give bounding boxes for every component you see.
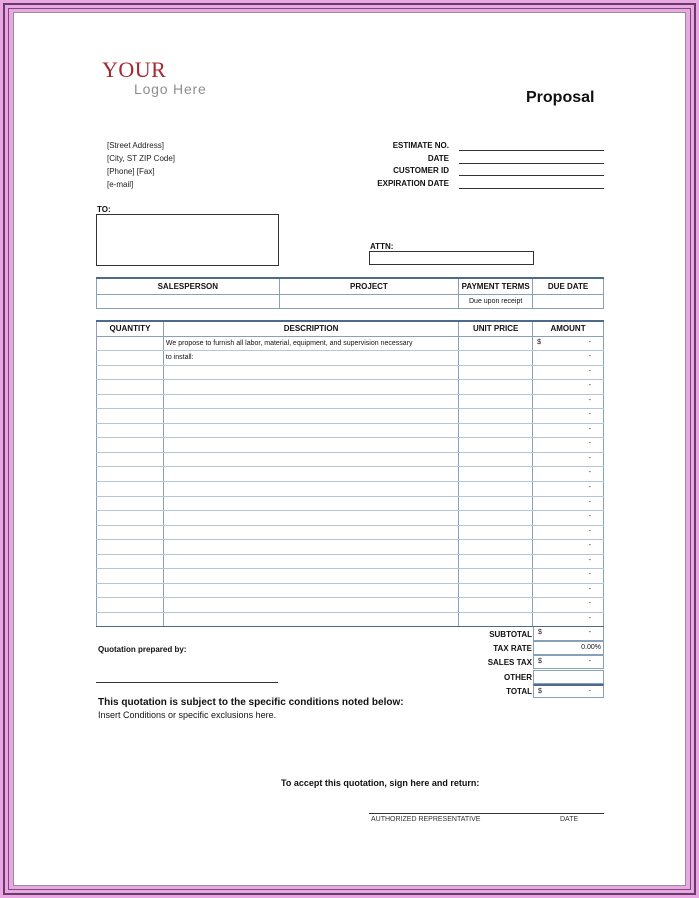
total-currency: $ [538, 688, 542, 695]
unit-price-cell[interactable] [459, 481, 533, 496]
date-label: DATE [427, 154, 449, 163]
tax-rate-value: 0.00% [581, 644, 601, 651]
subtotal-currency: $ [538, 629, 542, 636]
description-cell[interactable] [163, 452, 458, 467]
quantity-cell[interactable] [97, 525, 164, 540]
expiration-date-field[interactable] [459, 188, 604, 189]
amount-value: - [588, 571, 591, 579]
unit-price-cell[interactable] [459, 409, 533, 424]
table-row [97, 467, 604, 482]
amount-cell [533, 365, 604, 380]
quantity-cell[interactable] [97, 583, 164, 598]
salesperson-cell[interactable] [97, 294, 280, 308]
page-title: Proposal [526, 89, 595, 106]
quantity-cell[interactable] [97, 467, 164, 482]
amount-value: - [588, 382, 591, 390]
amount-cell [533, 394, 604, 409]
signature-line[interactable] [369, 813, 604, 814]
table-row [97, 409, 604, 424]
subtotal-box [533, 627, 604, 641]
table-row [97, 496, 604, 511]
project-header: PROJECT [279, 278, 459, 294]
amount-value: - [588, 440, 591, 448]
amount-value: - [588, 425, 591, 433]
amount-cell [533, 467, 604, 482]
description-cell[interactable] [163, 511, 458, 526]
description-cell[interactable] [163, 394, 458, 409]
address-email: [e-mail] [107, 180, 134, 189]
description-cell[interactable]: to install: [163, 351, 458, 366]
customer-id-label: CUSTOMER ID [393, 166, 449, 175]
sales-tax-value: - [588, 658, 591, 665]
table-row [97, 365, 604, 380]
unit-price-cell[interactable] [459, 612, 533, 627]
total-value: - [588, 688, 591, 695]
quantity-cell[interactable] [97, 569, 164, 584]
table-row [97, 351, 604, 366]
prepared-by-label: Quotation prepared by: [98, 645, 187, 654]
table-row [97, 452, 604, 467]
description-cell[interactable] [163, 380, 458, 395]
description-cell[interactable] [163, 496, 458, 511]
attn-label: ATTN: [370, 242, 394, 251]
amount-cell [533, 525, 604, 540]
unit-price-cell[interactable] [459, 569, 533, 584]
address-city: [City, ST ZIP Code] [107, 154, 176, 163]
quantity-cell[interactable] [97, 380, 164, 395]
description-cell[interactable] [163, 583, 458, 598]
amount-value: - [588, 396, 591, 404]
quantity-cell[interactable] [97, 496, 164, 511]
quantity-cell[interactable] [97, 598, 164, 613]
description-header: DESCRIPTION [163, 321, 458, 336]
amount-value: - [588, 614, 591, 622]
description-cell[interactable] [163, 598, 458, 613]
table-row [97, 336, 604, 351]
description-cell[interactable] [163, 540, 458, 555]
description-cell[interactable] [163, 569, 458, 584]
amount-cell [533, 336, 604, 351]
sales-tax-box [533, 655, 604, 669]
amount-cell [533, 511, 604, 526]
amount-cell [533, 481, 604, 496]
amount-cell [533, 612, 604, 627]
due-date-cell[interactable] [533, 294, 604, 308]
unit-price-cell[interactable] [459, 336, 533, 351]
sales-tax-label: SALES TAX [487, 658, 532, 667]
amount-cell [533, 423, 604, 438]
estimate-no-field[interactable] [459, 150, 604, 151]
amount-cell [533, 583, 604, 598]
quantity-header: QUANTITY [97, 321, 164, 336]
subtotal-label: SUBTOTAL [489, 630, 532, 639]
other-box[interactable] [533, 670, 604, 684]
payment-terms-cell[interactable]: Due upon receipt [459, 294, 533, 308]
description-cell[interactable] [163, 438, 458, 453]
amount-cell [533, 438, 604, 453]
description-cell[interactable] [163, 481, 458, 496]
sales-tax-currency: $ [538, 658, 542, 665]
amount-cell [533, 351, 604, 366]
amount-cell [533, 452, 604, 467]
amount-value: - [588, 483, 591, 491]
amount-cell [533, 380, 604, 395]
unit-price-cell[interactable] [459, 467, 533, 482]
amount-value: - [588, 411, 591, 419]
amount-cell [533, 569, 604, 584]
table-row [97, 583, 604, 598]
accept-instructions: To accept this quotation, sign here and return: [281, 778, 480, 788]
unit-price-cell[interactable] [459, 496, 533, 511]
table-row [97, 423, 604, 438]
unit-price-cell[interactable] [459, 583, 533, 598]
unit-price-cell[interactable] [459, 540, 533, 555]
amount-cell [533, 540, 604, 555]
customer-id-field[interactable] [459, 175, 604, 176]
project-cell[interactable] [279, 294, 459, 308]
table-row [97, 481, 604, 496]
table-row [97, 612, 604, 627]
table-row [97, 569, 604, 584]
table-row [97, 540, 604, 555]
description-cell[interactable] [163, 554, 458, 569]
description-cell[interactable] [163, 467, 458, 482]
prepared-by-line[interactable] [96, 682, 278, 683]
quantity-cell[interactable] [97, 540, 164, 555]
table-row [97, 511, 604, 526]
amount-value: - [588, 527, 591, 535]
address-street: [Street Address] [107, 141, 164, 150]
quantity-cell[interactable] [97, 409, 164, 424]
amount-value: - [588, 454, 591, 462]
unit-price-cell[interactable] [459, 598, 533, 613]
salesperson-header: SALESPERSON [97, 278, 280, 294]
table-row [97, 598, 604, 613]
document-page [13, 12, 686, 886]
description-cell[interactable] [163, 365, 458, 380]
table-row [97, 380, 604, 395]
subtotal-value: - [588, 629, 591, 636]
quantity-cell[interactable] [97, 336, 164, 351]
other-label: OTHER [504, 673, 532, 682]
quantity-cell[interactable] [97, 612, 164, 627]
amount-value: - [588, 542, 591, 550]
payment-terms-header: PAYMENT TERMS [459, 278, 533, 294]
quantity-cell[interactable] [97, 351, 164, 366]
amount-value: - [588, 367, 591, 375]
amount-value: - [588, 338, 591, 346]
signature-date-label: DATE [560, 816, 579, 823]
expiration-date-label: EXPIRATION DATE [377, 179, 449, 188]
description-cell[interactable] [163, 409, 458, 424]
amount-value: - [588, 353, 591, 361]
estimate-no-label: ESTIMATE NO. [392, 141, 449, 150]
unit-price-cell[interactable] [459, 452, 533, 467]
tax-rate-box[interactable] [533, 641, 604, 655]
quantity-cell[interactable] [97, 554, 164, 569]
quantity-cell[interactable] [97, 452, 164, 467]
unit-price-cell[interactable] [459, 438, 533, 453]
table-row [97, 438, 604, 453]
amount-value: - [588, 498, 591, 506]
authorized-representative-label: AUTHORIZED REPRESENTATIVE [371, 816, 481, 823]
address-phone: [Phone] [Fax] [107, 167, 155, 176]
logo-line-2: Logo Here [134, 81, 207, 97]
amount-cell [533, 496, 604, 511]
to-label: TO: [97, 205, 111, 214]
conditions-text[interactable]: Insert Conditions or specific exclusions here. [98, 710, 277, 720]
info-table [96, 277, 604, 309]
description-cell[interactable] [163, 612, 458, 627]
description-cell[interactable] [163, 423, 458, 438]
total-label: TOTAL [506, 687, 532, 696]
amount-value: - [588, 585, 591, 593]
amount-value: - [588, 556, 591, 564]
amount-cell [533, 409, 604, 424]
quantity-cell[interactable] [97, 423, 164, 438]
unit-price-cell[interactable] [459, 423, 533, 438]
items-table [96, 320, 604, 627]
amount-value: - [588, 600, 591, 608]
quantity-cell[interactable] [97, 365, 164, 380]
description-cell[interactable]: We propose to furnish all labor, material, equipment, and supervision necessary [163, 336, 458, 351]
unit-price-cell[interactable] [459, 380, 533, 395]
unit-price-cell[interactable] [459, 365, 533, 380]
amount-header: AMOUNT [533, 321, 604, 336]
unit-price-cell[interactable] [459, 394, 533, 409]
conditions-title: This quotation is subject to the specific conditions noted below: [98, 697, 404, 708]
date-field[interactable] [459, 163, 604, 164]
amount-cell [533, 554, 604, 569]
unit-price-cell[interactable] [459, 511, 533, 526]
logo-line-1: YOUR [102, 57, 167, 82]
due-date-header: DUE DATE [533, 278, 604, 294]
quantity-cell[interactable] [97, 394, 164, 409]
table-row [97, 394, 604, 409]
table-row [97, 525, 604, 540]
amount-cell [533, 598, 604, 613]
table-row [97, 554, 604, 569]
unit-price-header: UNIT PRICE [459, 321, 533, 336]
quantity-cell[interactable] [97, 511, 164, 526]
attn-field[interactable] [369, 251, 534, 265]
unit-price-cell[interactable] [459, 525, 533, 540]
description-cell[interactable] [163, 525, 458, 540]
unit-price-cell[interactable] [459, 554, 533, 569]
amount-value: - [588, 513, 591, 521]
quantity-cell[interactable] [97, 481, 164, 496]
quantity-cell[interactable] [97, 438, 164, 453]
total-box [533, 684, 604, 698]
to-address-box[interactable] [96, 214, 279, 266]
amount-value: - [588, 469, 591, 477]
amount-currency: $ [537, 338, 541, 346]
tax-rate-label: TAX RATE [493, 644, 532, 653]
unit-price-cell[interactable] [459, 351, 533, 366]
